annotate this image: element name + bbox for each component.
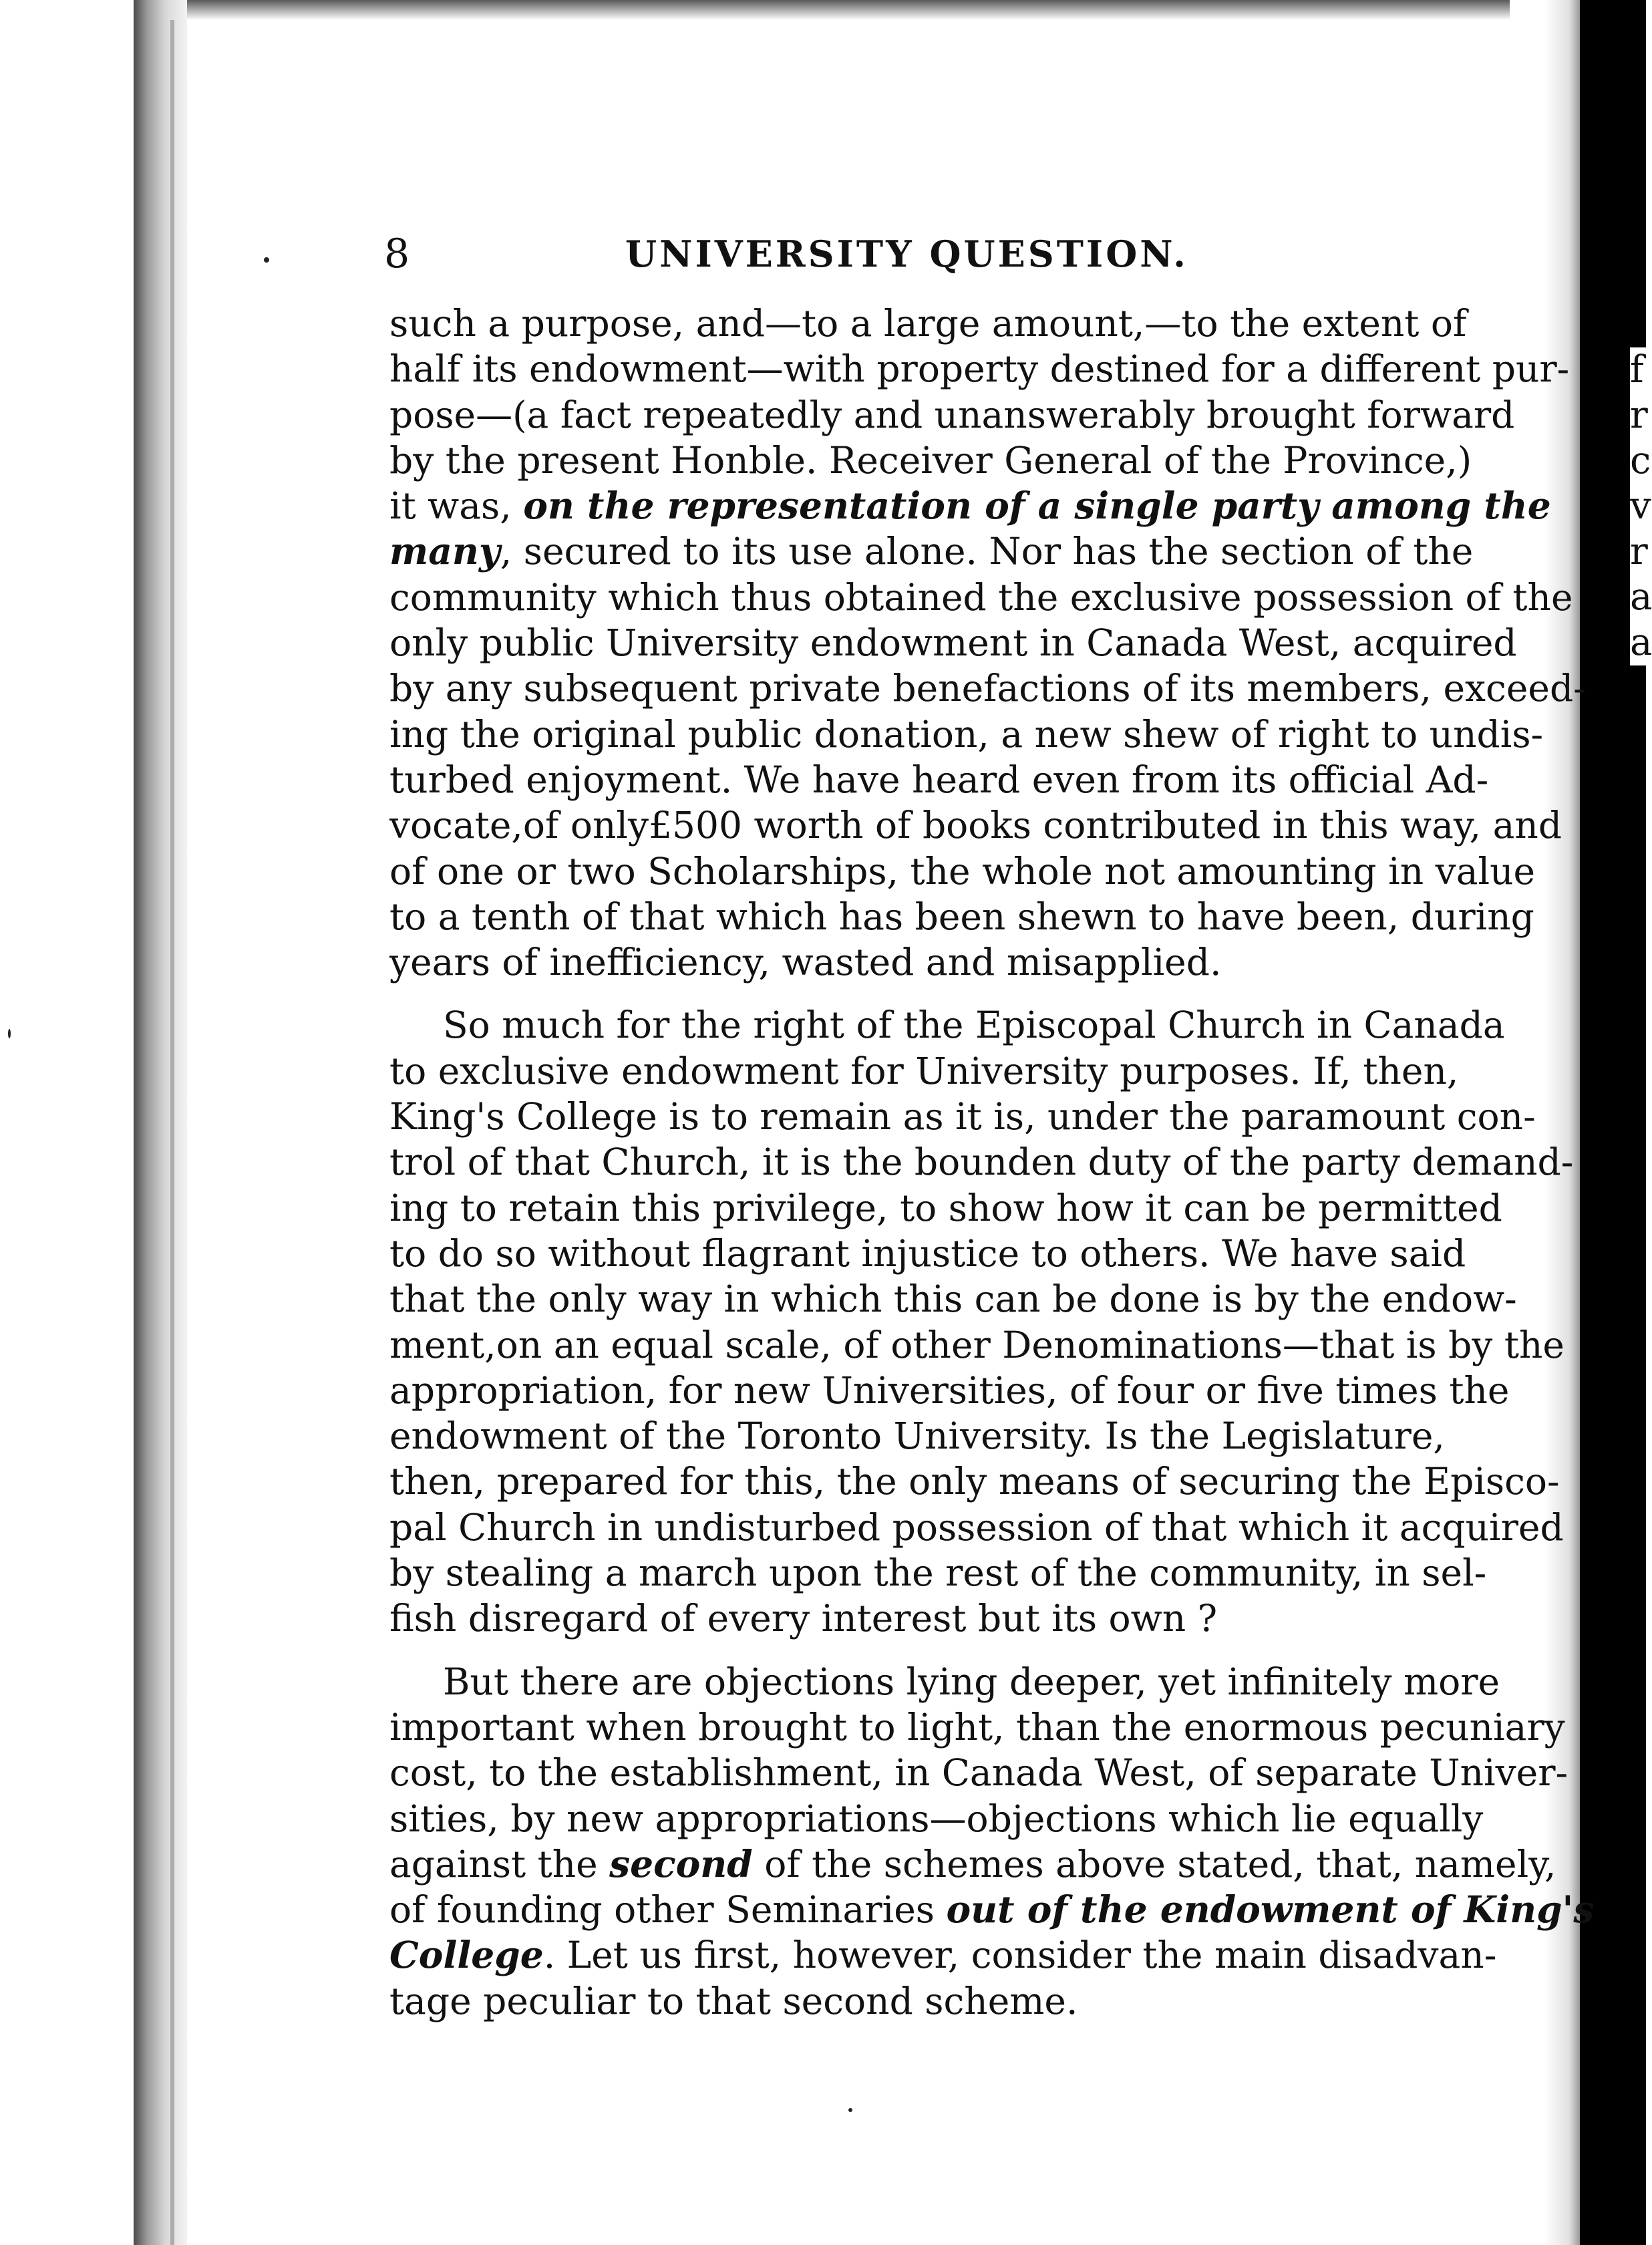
line-text: turbed enjoyment. We have heard even from its official Ad- xyxy=(389,758,1489,801)
line-text: to a tenth of that which has been shewn to have been, during xyxy=(389,895,1534,938)
line-text: that the only way in which this can be done is by the endow- xyxy=(389,1278,1517,1321)
text-line xyxy=(389,575,1573,620)
text-line xyxy=(389,392,1515,438)
italic-text: out of the endowment of King's xyxy=(946,1888,1595,1932)
text-line xyxy=(389,1887,1595,1932)
text-line xyxy=(389,1048,1459,1094)
text-line xyxy=(389,301,1467,346)
text-line xyxy=(389,1505,1564,1550)
paragraph-gap xyxy=(389,985,1435,1002)
scan-speck xyxy=(264,257,269,263)
fragment-letter: c xyxy=(1630,439,1651,482)
line-text: , secured to its use alone. Nor has the section of the xyxy=(500,530,1474,573)
italic-text: second xyxy=(609,1841,753,1886)
italic-text: on the representation of a single party among the xyxy=(523,484,1551,528)
line-text: by stealing a march upon the rest of the community, in sel- xyxy=(389,1551,1487,1595)
line-text: trol of that Church, it is the bounden duty of the party demand- xyxy=(389,1141,1574,1184)
line-text: only public University endowment in Canada West, acquired xyxy=(389,621,1517,665)
line-text: But there are objections lying deeper, yet infinitely more xyxy=(443,1660,1500,1703)
text-line xyxy=(389,1932,1497,1978)
page-number: 8 xyxy=(384,231,410,277)
text-line xyxy=(389,1094,1536,1139)
text-line xyxy=(389,529,1474,574)
text-line xyxy=(389,802,1562,848)
paragraph xyxy=(389,1659,1595,2024)
scan-speck xyxy=(8,1029,11,1038)
text-line xyxy=(389,1368,1510,1413)
text-line xyxy=(389,483,1551,529)
line-text: ment,on an equal scale, of other Denominations—that is by the xyxy=(389,1323,1564,1366)
line-text: of founding other Seminaries xyxy=(389,1888,947,1932)
fragment-letter: v xyxy=(1630,484,1651,528)
text-line xyxy=(389,1796,1484,1841)
line-text: sities, by new appropriations—objections which lie equally xyxy=(389,1797,1484,1840)
line-text: to exclusive endowment for University purposes. If, then, xyxy=(389,1049,1459,1092)
paragraph xyxy=(389,1002,1574,1641)
line-text: to do so without flagrant injustice to others. We have said xyxy=(389,1231,1466,1275)
line-text: tage peculiar to that second scheme. xyxy=(389,1979,1078,2023)
text-line xyxy=(389,665,1586,711)
line-text: vocate,of only£500 worth of books contributed in this way, and xyxy=(389,804,1562,847)
text-line xyxy=(389,1413,1445,1459)
line-text: So much for the right of the Episcopal Church in Canada xyxy=(443,1004,1505,1047)
line-text: King's College is to remain as it is, under the paramount con- xyxy=(389,1095,1536,1139)
line-text: endowment of the Toronto University. Is the Legislature, xyxy=(389,1414,1445,1458)
body-text xyxy=(389,301,1595,2024)
text-line xyxy=(389,849,1536,894)
binding-shadow xyxy=(134,0,187,2245)
scan-top-edge xyxy=(134,0,1510,20)
text-line xyxy=(389,757,1489,802)
scan-speck xyxy=(848,2108,852,2112)
text-line xyxy=(389,1704,1565,1750)
running-head xyxy=(384,227,1430,281)
line-text: by the present Honble. Receiver General of the Province,) xyxy=(389,438,1472,482)
line-text: ing to retain this privilege, to show how it can be permitted xyxy=(389,1186,1502,1229)
next-page-fragment xyxy=(1630,347,1652,665)
text-line xyxy=(389,1231,1466,1276)
fragment-letter: r xyxy=(1630,394,1648,437)
line-text: fish disregard of every interest but its own ? xyxy=(389,1597,1218,1640)
line-text: of the schemes above stated, that, namely, xyxy=(752,1842,1556,1886)
running-title: UNIVERSITY QUESTION. xyxy=(625,233,1188,275)
line-text: ing the original public donation, a new shew of right to undis- xyxy=(389,712,1544,756)
line-text: half its endowment—with property destined for a different pur- xyxy=(389,347,1570,391)
text-line xyxy=(389,1978,1435,2024)
text-line xyxy=(389,1322,1564,1368)
line-text: by any subsequent private benefactions of its members, exceed- xyxy=(389,667,1586,710)
line-text: cost, to the establishment, in Canada West, of separate Univer- xyxy=(389,1751,1568,1795)
fragment-letter: a xyxy=(1630,575,1652,619)
text-line xyxy=(389,1276,1517,1322)
text-line xyxy=(389,346,1570,392)
text-line xyxy=(389,1002,1505,1048)
paragraph xyxy=(389,301,1586,985)
paragraph-gap xyxy=(389,1642,1435,1659)
italic-text: many xyxy=(389,529,500,573)
line-text: then, prepared for this, the only means of securing the Episco- xyxy=(389,1460,1560,1503)
line-text: against the xyxy=(389,1842,610,1886)
text-line xyxy=(389,712,1544,757)
italic-text: College xyxy=(389,1933,544,1977)
line-text: years of inefficiency, wasted and misapplied. xyxy=(389,941,1222,984)
text-line xyxy=(389,1459,1560,1504)
text-line xyxy=(389,1659,1500,1704)
text-line xyxy=(389,438,1472,483)
page-edge-line xyxy=(170,20,174,2245)
fragment-letter: f xyxy=(1630,348,1644,392)
text-line xyxy=(389,1841,1556,1887)
text-line xyxy=(389,1750,1568,1795)
line-text: community which thus obtained the exclusive possession of the xyxy=(389,575,1573,619)
text-line xyxy=(389,894,1534,939)
text-line xyxy=(389,939,1435,985)
fragment-letter: a xyxy=(1630,621,1652,664)
line-text: important when brought to light, than the enormous pecuniary xyxy=(389,1705,1565,1749)
text-line xyxy=(389,620,1517,665)
text-line xyxy=(389,1550,1487,1596)
fragment-letter: r xyxy=(1630,530,1648,573)
line-text: of one or two Scholarships, the whole not amounting in value xyxy=(389,849,1536,893)
text-line xyxy=(389,1596,1435,1641)
text-line xyxy=(389,1139,1574,1185)
line-text: such a purpose, and—to a large amount,—to the extent of xyxy=(389,302,1467,345)
line-text: it was, xyxy=(389,484,524,528)
line-text: pal Church in undisturbed possession of that which it acquired xyxy=(389,1505,1564,1549)
text-line xyxy=(389,1185,1502,1231)
line-text: appropriation, for new Universities, of four or five times the xyxy=(389,1368,1510,1412)
line-text: pose—(a fact repeatedly and unanswerably brought forward xyxy=(389,393,1515,436)
line-text: . Let us first, however, consider the main disadvan- xyxy=(543,1934,1497,1977)
